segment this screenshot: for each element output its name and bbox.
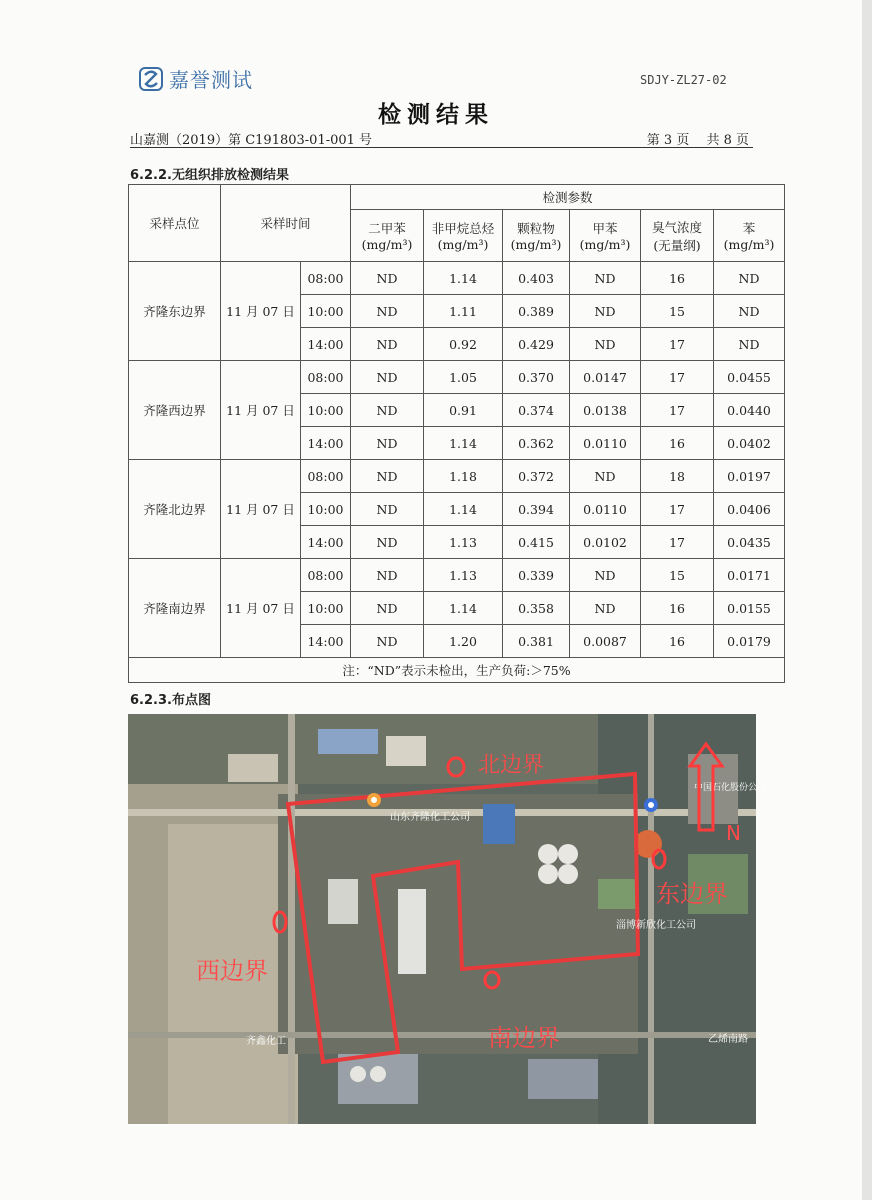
value-cell: 16 xyxy=(641,427,714,460)
value-cell: ND xyxy=(351,526,424,559)
value-cell: 1.05 xyxy=(424,361,503,394)
param-name: 非甲烷总烃 xyxy=(431,221,495,236)
value-cell: ND xyxy=(570,460,641,493)
time-cell: 10:00 xyxy=(301,493,351,526)
value-cell: 0.0110 xyxy=(570,427,641,460)
value-cell: ND xyxy=(351,625,424,658)
param-header xyxy=(570,210,641,262)
time-cell: 14:00 xyxy=(301,625,351,658)
value-cell: ND xyxy=(351,328,424,361)
value-cell: 0.0402 xyxy=(714,427,785,460)
value-cell: 0.362 xyxy=(503,427,570,460)
param-header xyxy=(714,210,785,262)
value-cell: ND xyxy=(570,328,641,361)
date-cell: 11 月 07 日 xyxy=(221,361,301,460)
value-cell: ND xyxy=(570,295,641,328)
value-cell: 1.14 xyxy=(424,592,503,625)
value-cell: 0.358 xyxy=(503,592,570,625)
scan-edge xyxy=(862,0,872,1200)
date-cell: 11 月 07 日 xyxy=(221,559,301,658)
param-header xyxy=(351,210,424,262)
value-cell: ND xyxy=(351,460,424,493)
param-header xyxy=(641,210,714,262)
value-cell: ND xyxy=(714,295,785,328)
table-row xyxy=(129,262,785,295)
value-cell: ND xyxy=(570,592,641,625)
header-time: 采样时间 xyxy=(221,185,351,262)
value-cell: 17 xyxy=(641,361,714,394)
sampling-point-map xyxy=(128,714,767,1124)
place-petro: 中国石化股份公司 xyxy=(694,783,767,793)
value-cell: 1.13 xyxy=(424,526,503,559)
value-cell: ND xyxy=(714,328,785,361)
place-west: 齐鑫化工 xyxy=(246,1036,286,1047)
param-name: 苯 xyxy=(742,221,756,236)
time-cell: 10:00 xyxy=(301,295,351,328)
results-table xyxy=(128,184,785,683)
header-location: 采样点位 xyxy=(129,185,221,262)
value-cell: 0.0102 xyxy=(570,526,641,559)
value-cell: 16 xyxy=(641,262,714,295)
value-cell: ND xyxy=(351,592,424,625)
value-cell: 17 xyxy=(641,493,714,526)
section-heading-layout: 6.2.3.布点图 xyxy=(130,693,211,708)
location-pin-icon xyxy=(644,798,658,812)
time-cell: 08:00 xyxy=(301,559,351,592)
value-cell: 0.381 xyxy=(503,625,570,658)
page-info: 第 3 页 共 8 页 xyxy=(646,133,749,148)
value-cell: ND xyxy=(570,262,641,295)
document-code: SDJY-ZL27-02 xyxy=(640,73,727,87)
logo-icon xyxy=(139,67,163,91)
west-boundary-label: 西边界 xyxy=(196,957,268,985)
value-cell: 0.389 xyxy=(503,295,570,328)
value-cell: 1.13 xyxy=(424,559,503,592)
value-cell: 0.339 xyxy=(503,559,570,592)
time-cell: 14:00 xyxy=(301,526,351,559)
value-cell: ND xyxy=(351,427,424,460)
param-name: 甲苯 xyxy=(592,221,618,236)
value-cell: 0.0147 xyxy=(570,361,641,394)
logo-text: 嘉誉测试 xyxy=(169,68,253,92)
param-unit: (mg/m³) xyxy=(361,237,413,252)
time-cell: 08:00 xyxy=(301,460,351,493)
value-cell: ND xyxy=(351,394,424,427)
param-unit: (mg/m³) xyxy=(723,237,775,252)
date-cell: 11 月 07 日 xyxy=(221,460,301,559)
note-row xyxy=(129,658,785,683)
time-cell: 14:00 xyxy=(301,328,351,361)
east-boundary-label: 东边界 xyxy=(656,880,728,908)
location-pin-icon xyxy=(367,793,381,807)
value-cell: 18 xyxy=(641,460,714,493)
param-header xyxy=(503,210,570,262)
value-cell: 0.403 xyxy=(503,262,570,295)
value-cell: 0.0179 xyxy=(714,625,785,658)
param-name: 臭气浓度 xyxy=(652,219,703,235)
value-cell: ND xyxy=(351,295,424,328)
value-cell: 0.0138 xyxy=(570,394,641,427)
table-note: 注：“ND”表示未检出，生产负荷:＞75% xyxy=(129,658,785,683)
value-cell: 0.0197 xyxy=(714,460,785,493)
value-cell: 17 xyxy=(641,328,714,361)
value-cell: 0.0155 xyxy=(714,592,785,625)
place-road: 乙烯南路 xyxy=(708,1034,748,1045)
place-east-company: 淄博新欣化工公司 xyxy=(616,920,696,931)
location-cell: 齐隆东边界 xyxy=(129,262,221,361)
page-title: 检测结果 xyxy=(378,102,494,128)
value-cell: 0.92 xyxy=(424,328,503,361)
value-cell: 16 xyxy=(641,625,714,658)
value-cell: 15 xyxy=(641,295,714,328)
value-cell: ND xyxy=(714,262,785,295)
south-boundary-label: 南边界 xyxy=(488,1024,560,1052)
date-cell: 11 月 07 日 xyxy=(221,262,301,361)
value-cell: 1.14 xyxy=(424,493,503,526)
value-cell: 0.372 xyxy=(503,460,570,493)
value-cell: 0.394 xyxy=(503,493,570,526)
value-cell: 0.0087 xyxy=(570,625,641,658)
param-name: 二甲苯 xyxy=(368,221,406,236)
report-info-line xyxy=(130,129,753,148)
value-cell: 0.0435 xyxy=(714,526,785,559)
value-cell: 0.0440 xyxy=(714,394,785,427)
section-heading-results: 6.2.2.无组织排放检测结果 xyxy=(130,168,289,183)
value-cell: ND xyxy=(351,262,424,295)
value-cell: 15 xyxy=(641,559,714,592)
value-cell: 0.0406 xyxy=(714,493,785,526)
value-cell: 1.14 xyxy=(424,427,503,460)
value-cell: ND xyxy=(351,559,424,592)
location-cell: 齐隆西边界 xyxy=(129,361,221,460)
value-cell: 0.374 xyxy=(503,394,570,427)
value-cell: 0.415 xyxy=(503,526,570,559)
value-cell: 1.11 xyxy=(424,295,503,328)
place-company: 山东齐隆化工公司 xyxy=(390,812,470,823)
param-unit: (无量纲) xyxy=(653,237,701,253)
table-row xyxy=(129,460,785,493)
value-cell: 17 xyxy=(641,394,714,427)
header-params: 检测参数 xyxy=(351,185,785,210)
value-cell: ND xyxy=(570,559,641,592)
north-arrow-label: N xyxy=(726,821,741,845)
param-unit: (mg/m³) xyxy=(510,237,562,252)
value-cell: 1.18 xyxy=(424,460,503,493)
north-boundary-label: 北边界 xyxy=(478,753,545,778)
value-cell: 0.91 xyxy=(424,394,503,427)
value-cell: ND xyxy=(351,493,424,526)
report-number: 山嘉测（2019）第 C191803-01-001 号 xyxy=(130,133,373,148)
time-cell: 10:00 xyxy=(301,592,351,625)
value-cell: ND xyxy=(351,361,424,394)
value-cell: 0.370 xyxy=(503,361,570,394)
company-logo xyxy=(139,64,253,93)
value-cell: 0.0171 xyxy=(714,559,785,592)
value-cell: 0.0110 xyxy=(570,493,641,526)
param-unit: (mg/m³) xyxy=(579,237,631,252)
time-cell: 08:00 xyxy=(301,262,351,295)
time-cell: 14:00 xyxy=(301,427,351,460)
value-cell: 0.429 xyxy=(503,328,570,361)
table-row xyxy=(129,559,785,592)
param-header xyxy=(424,210,503,262)
value-cell: 17 xyxy=(641,526,714,559)
value-cell: 1.14 xyxy=(424,262,503,295)
param-unit: (mg/m³) xyxy=(437,237,489,252)
table-row xyxy=(129,361,785,394)
time-cell: 08:00 xyxy=(301,361,351,394)
value-cell: 16 xyxy=(641,592,714,625)
location-cell: 齐隆北边界 xyxy=(129,460,221,559)
time-cell: 10:00 xyxy=(301,394,351,427)
param-name: 颗粒物 xyxy=(517,221,555,236)
value-cell: 1.20 xyxy=(424,625,503,658)
value-cell: 0.0455 xyxy=(714,361,785,394)
location-cell: 齐隆南边界 xyxy=(129,559,221,658)
